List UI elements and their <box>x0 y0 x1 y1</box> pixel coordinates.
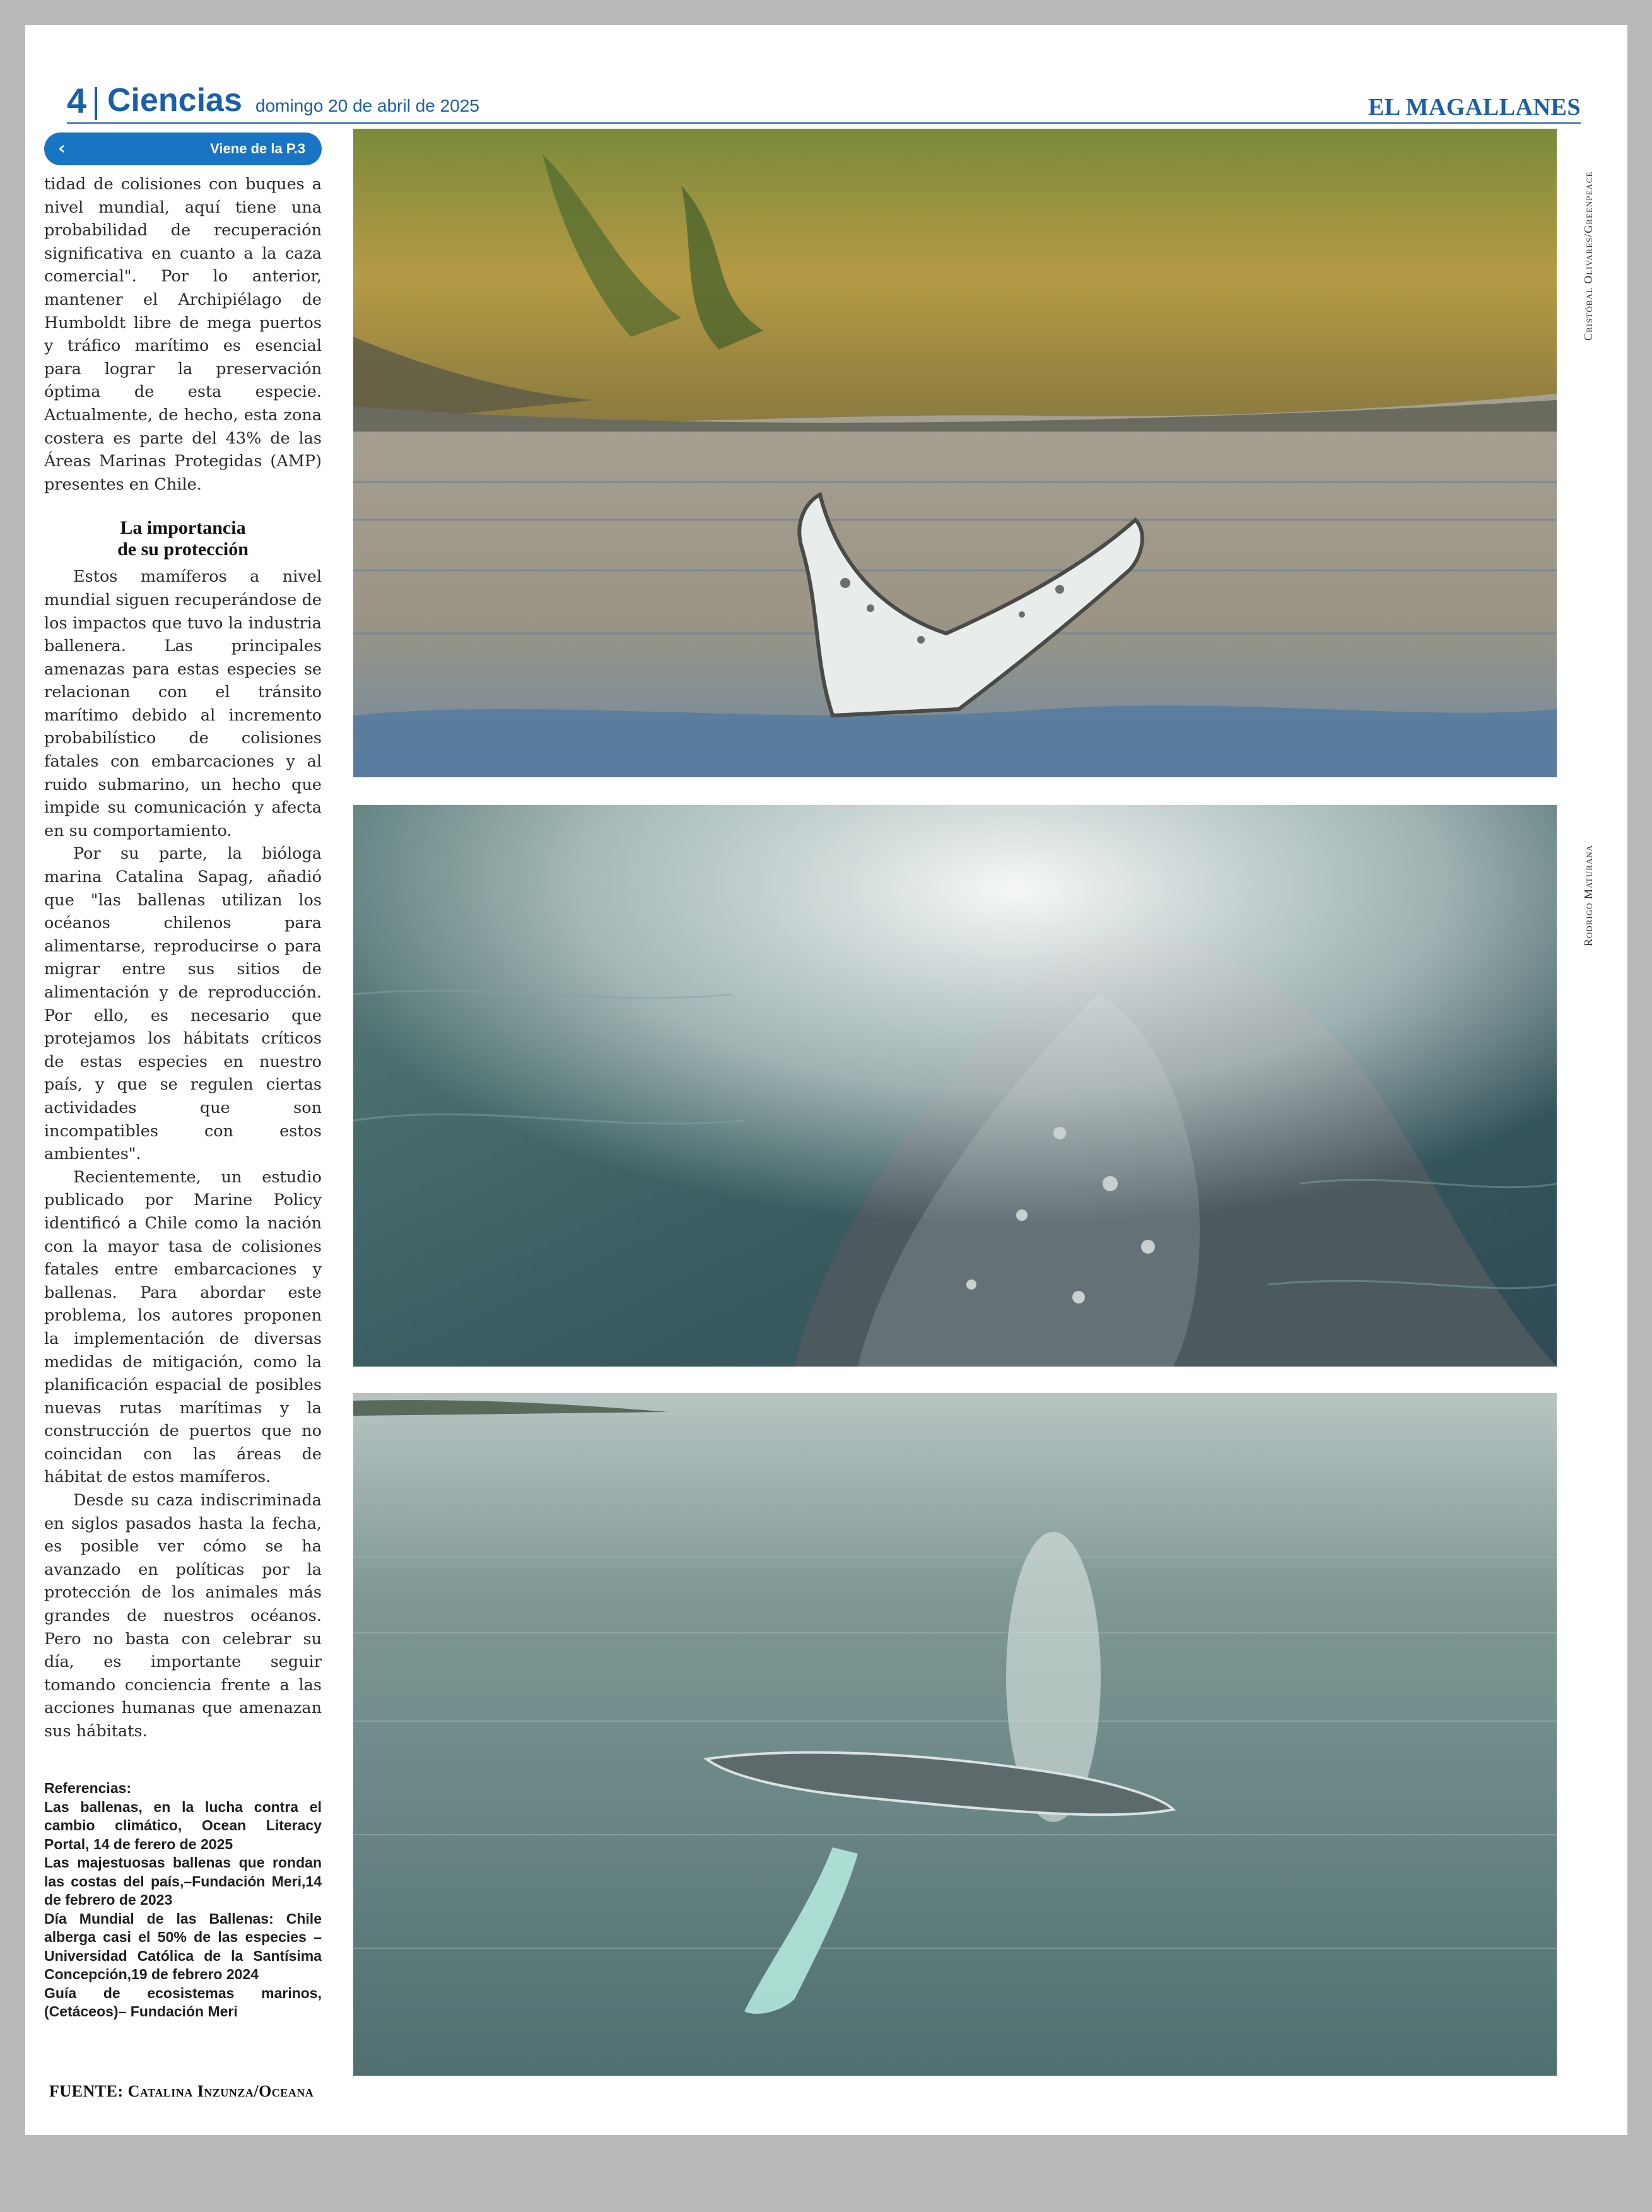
photo-whale-blow <box>353 1393 1557 2076</box>
subheading <box>44 517 322 560</box>
header-rule <box>67 122 1581 124</box>
photo-whale-back <box>353 805 1557 1367</box>
paragraph-1: tidad de colisiones con buques a nivel mundial, aquí tiene una probabilidad de recuperación significativa en cuanto a la caza comercial". Por lo anterior, mantener el Archipiélago de Humboldt libre de mega puertos y tráfico marítimo es esencial para lograr la preservación óptima de esta especie. Actualmente, de hecho, esta zona costera es parte del 43% de las Áreas Marinas Protegidas (AMP) presentes en Chile. <box>44 175 322 494</box>
reference-item: Guía de ecosistemas marinos, (Cetáceos)– Fundación Meri <box>44 1984 322 2020</box>
page-header <box>44 61 1581 121</box>
photo-credit-1: Cristóbal Olivares/Greenpeace <box>1582 171 1595 341</box>
paragraph-4: Recientemente, un estudio publicado por Marine Policy identificó a Chile como la nación con la mayor tasa de colisiones fatales entre embarcaciones y ballenas. Para abordar este problema, los autores proponen la implementación de diversas medidas de mitigación, como la planificación espacial de posibles nuevas rutas marítimas y la construcción de puertos que no coincidan con las áreas de hábitat de estos mamíferos. <box>44 1167 322 1487</box>
continuation-label: Viene de la P.3 <box>210 141 305 156</box>
paragraph-5: Desde su caza indiscriminada en siglos pasados hasta la fecha, es posible ver cómo se ha avanzado en políticas por la protección de los animales más grandes de nuestros océanos. Pero no basta con celebrar su día, es importante seguir tomando conciencia frente a las acciones humanas que amenazan sus hábitats. <box>44 1491 322 1741</box>
chevron-left-icon: ‹ <box>58 138 66 158</box>
article-body <box>44 173 322 1743</box>
subheading-line-1: La importancia <box>120 517 246 539</box>
references-title: Referencias: <box>44 1780 132 1796</box>
references <box>44 1779 322 2021</box>
header-divider <box>95 87 97 120</box>
reference-item: Las ballenas, en la lucha contra el cambio climático, Ocean Literacy Portal, 14 de ferero de 2025 <box>44 1798 322 1852</box>
photo-whale-back-image <box>353 805 1557 1367</box>
publication-name: EL MAGALLANES <box>1368 94 1581 121</box>
issue-date: domingo 20 de abril de 2025 <box>255 96 479 115</box>
photo-credit-2: Rodrigo Maturana <box>1582 844 1595 946</box>
section-title: Ciencias <box>107 82 242 119</box>
reference-item: Día Mundial de las Ballenas: Chile alberga casi el 50% de las especies – Universidad Católica de la Santísima Concepción,19 de febrero 2024 <box>44 1910 322 1982</box>
source-line: FUENTE: Catalina Inzunza/Oceana <box>49 2082 314 2100</box>
continuation-pill[interactable] <box>44 132 322 165</box>
photo-whale-tail <box>353 129 1557 777</box>
photo-whale-tail-image <box>353 129 1557 777</box>
article-column <box>44 132 322 1743</box>
paragraph-3: Por su parte, la bióloga marina Catalina Sapag, añadió que "las ballenas utilizan los océanos chilenos para alimentarse, reproducirse o para migrar entre sus sitios de alimentación y de reproducción. Por ello, es necesario que protejamos los hábitats críticos de estas especies en nuestro país, y que se regulen ciertas actividades que son incompatibles con estos ambientes". <box>44 844 322 1164</box>
reference-item: Las majestuosas ballenas que rondan las costas del país,–Fundación Meri,14 de febrero de 2023 <box>44 1854 322 1908</box>
page-number: 4 <box>67 81 87 121</box>
paragraph-2: Estos mamíferos a nivel mundial siguen recuperándose de los impactos que tuvo la industria ballenera. Las principales amenazas para estas especies se relacionan con el tránsito marítimo debido al incremento probabilístico de colisiones fatales con embarcaciones y al ruido submarino, un hecho que impide su comunicación y afecta en su comportamiento. <box>44 567 322 840</box>
subheading-line-2: de su protección <box>117 539 249 560</box>
photo-whale-blow-image <box>353 1393 1557 2076</box>
